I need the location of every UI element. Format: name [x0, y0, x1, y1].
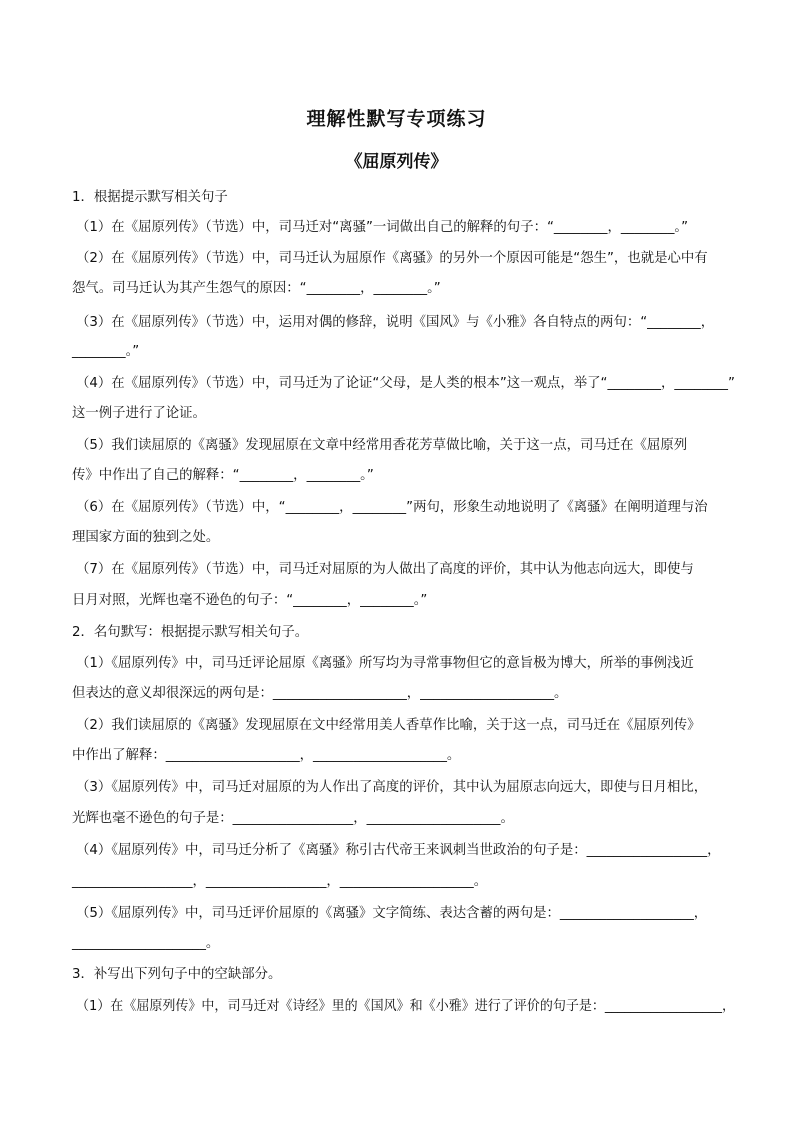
question-line: （1）《屈原列传》中，司马迁评论屈原《离骚》所写均为寻常事物但它的意旨极为博大，所举的事例浅近 [76, 656, 694, 671]
question-line: 但表达的意义却很深远的两句是：____________________，____________________。 [72, 686, 568, 701]
question-line: 这一例子进行了论证。 [72, 406, 206, 421]
question-line: ____________________。 [72, 936, 220, 951]
question-line: （4）《屈原列传》中，司马迁分析了《离骚》称引古代帝王来讽刺当世政治的句子是：__________________， [76, 843, 721, 858]
question-line: （4）在《屈原列传》（节选）中，司马迁为了论证“父母，是人类的根本”这一观点，举了“________，________” [76, 376, 735, 391]
question-line: 传》中作出了自己的解释：“________，________。” [72, 468, 374, 483]
question-line: （5）《屈原列传》中，司马迁评价屈原的《离骚》文字简练、表达含蓄的两句是：____________________， [76, 906, 708, 921]
question-line: 光辉也毫不逊色的句子是：__________________，____________________。 [72, 811, 514, 826]
question-line: ________。” [72, 344, 140, 359]
question-line: （5）我们读屈原的《离骚》发现屈原在文章中经常用香花芳草做比喻，关于这一点，司马迁在《屈原列 [76, 438, 688, 453]
question-heading: 3．补写出下列句子中的空缺部分。 [72, 967, 282, 982]
question-heading: 2．名句默写：根据提示默写相关句子。 [72, 625, 309, 640]
question-line: （2）在《屈原列传》（节选）中，司马迁认为屈原作《离骚》的另外一个原因可能是“怨生”，也就是心中有 [76, 251, 708, 266]
question-heading: 1．根据提示默写相关句子 [72, 190, 228, 205]
question-line: __________________，__________________，____________________。 [72, 874, 488, 889]
question-line: （3）《屈原列传》中，司马迁对屈原的为人作出了高度的评价，其中认为屈原志向远大，即使与日月相比， [76, 780, 708, 795]
question-line: 理国家方面的独到之处。 [72, 530, 220, 545]
page-subtitle: 《屈原列传》 [345, 152, 448, 172]
page-title: 理解性默写专项练习 [306, 108, 487, 130]
question-line: （7）在《屈原列传》（节选）中，司马迁对屈原的为人做出了高度的评价，其中认为他志向远大，即使与 [76, 562, 694, 577]
question-line: 怨气。司马迁认为其产生怨气的原因：“________，________。” [72, 281, 441, 296]
question-line: （2）我们读屈原的《离骚》发现屈原在文中经常用美人香草作比喻，关于这一点，司马迁在《屈原列传》 [76, 718, 701, 733]
question-line: 日月对照，光辉也毫不逊色的句子：“________，________。” [72, 593, 428, 608]
question-line: （3）在《屈原列传》（节选）中，运用对偶的修辞，说明《国风》与《小雅》各自特点的两句：“________， [76, 315, 715, 330]
question-line: 中作出了解释：____________________，____________________。 [72, 748, 461, 763]
question-line: （1）在《屈原列传》（节选）中，司马迁对“离骚”一词做出自己的解释的句子：“________，________。” [76, 220, 689, 235]
question-line: （6）在《屈原列传》（节选）中，“________，________”两句，形象生动地说明了《离骚》在阐明道理与治 [76, 500, 708, 515]
question-line: （1）在《屈原列传》中，司马迁对《诗经》里的《国风》和《小雅》进行了评价的句子是：__________________， [76, 999, 736, 1014]
